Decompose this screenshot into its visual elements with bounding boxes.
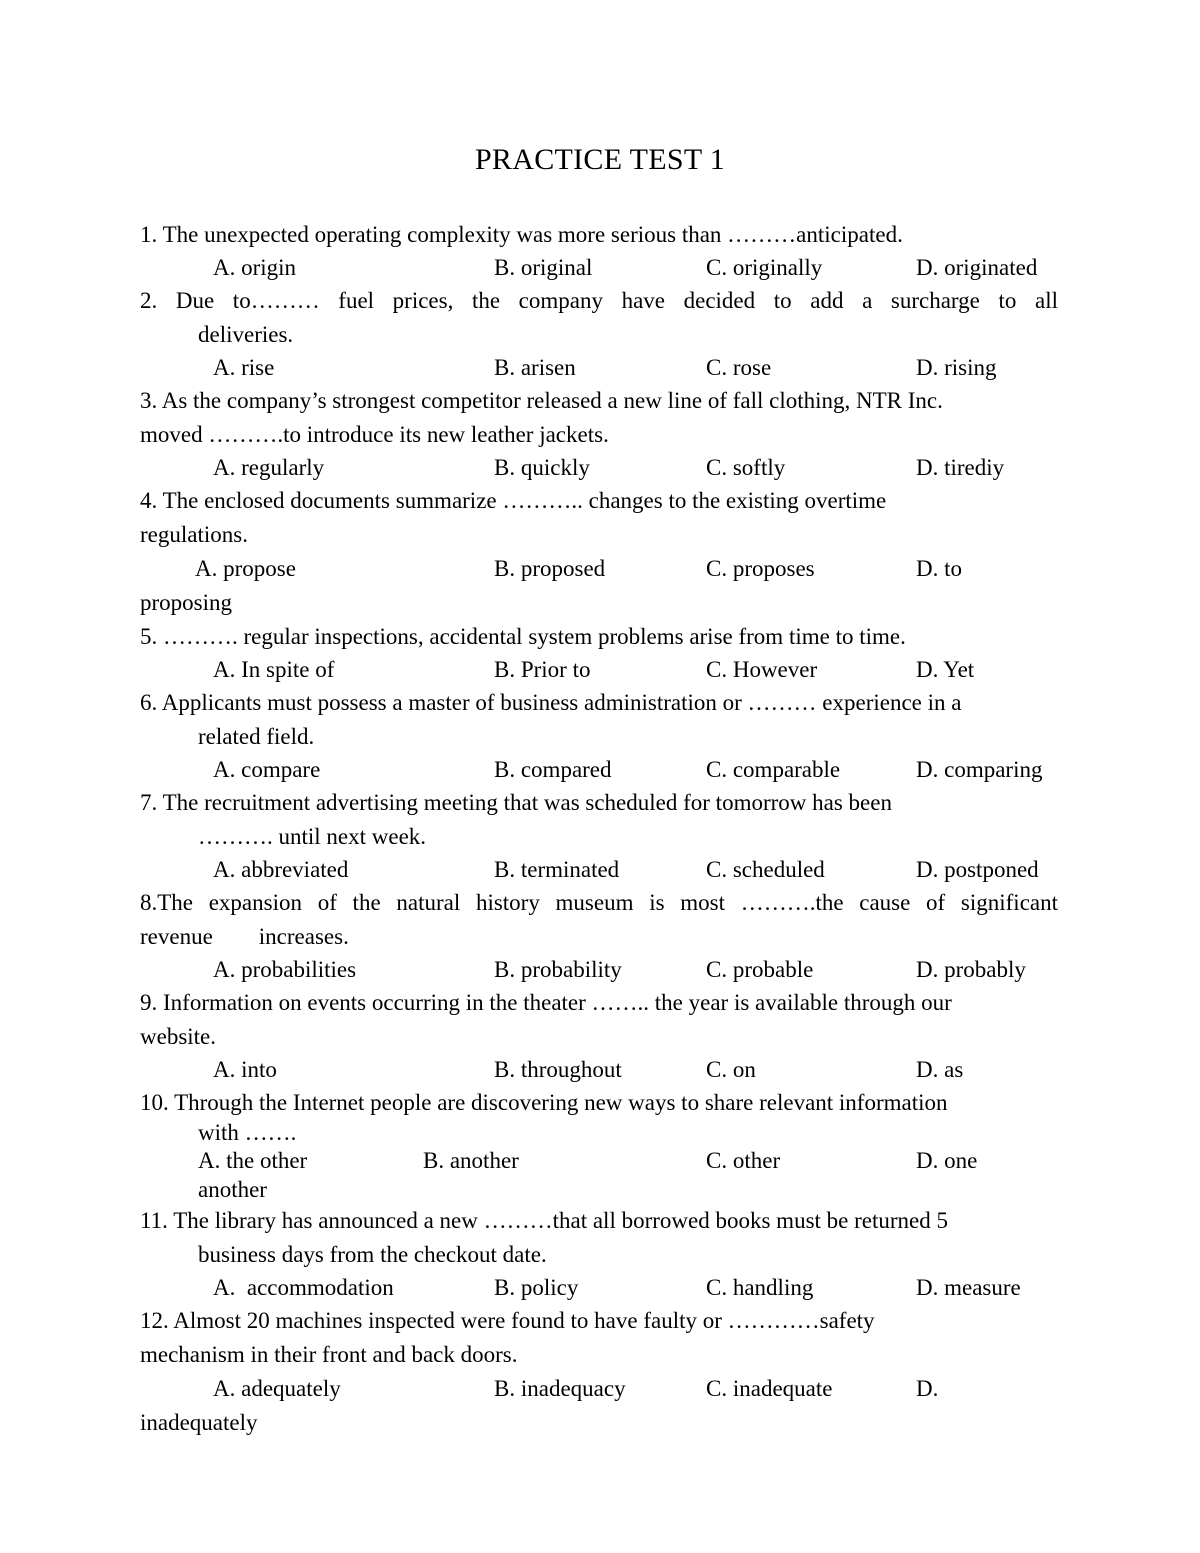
question-5-options bbox=[140, 654, 1058, 686]
option-c: C. other bbox=[706, 1148, 781, 1173]
question-8-stem: 8.The expansion of the natural history museum is most ……….the cause of significant bbox=[140, 890, 1058, 915]
question-5-stem: 5. ………. regular inspections, accidental system problems arise from time to time. bbox=[140, 624, 906, 649]
option-d: D. comparing bbox=[916, 757, 1043, 782]
question-2-options bbox=[140, 352, 1058, 384]
option-d: D. probably bbox=[916, 957, 1026, 982]
option-d-continued: proposing bbox=[140, 590, 232, 615]
question-2-stem-continued: deliveries. bbox=[198, 322, 294, 347]
option-d: D. originated bbox=[916, 255, 1038, 280]
option-a: A. into bbox=[213, 1057, 277, 1082]
question-7-stem: 7. The recruitment advertising meeting that was scheduled for tomorrow has been bbox=[140, 790, 892, 815]
option-b: B. quickly bbox=[494, 455, 590, 480]
option-d: D. measure bbox=[916, 1275, 1021, 1300]
option-d: D. bbox=[916, 1376, 939, 1401]
option-b: B. Prior to bbox=[494, 657, 591, 682]
option-d: D. postponed bbox=[916, 857, 1039, 882]
question-10-stem: 10. Through the Internet people are discovering new ways to share relevant information bbox=[140, 1090, 948, 1115]
option-d: D. Yet bbox=[916, 657, 975, 682]
option-b: B. compared bbox=[494, 757, 612, 782]
option-a: A. the other bbox=[198, 1148, 308, 1173]
option-a: A. regularly bbox=[213, 455, 325, 480]
question-9-stem: 9. Information on events occurring in the theater …….. the year is available through our bbox=[140, 990, 952, 1015]
option-b: B. another bbox=[423, 1148, 519, 1173]
option-a: A. adequately bbox=[213, 1376, 341, 1401]
question-3-options bbox=[140, 452, 1058, 484]
question-9-options bbox=[140, 1054, 1058, 1086]
question-11-stem-continued: business days from the checkout date. bbox=[198, 1242, 547, 1267]
option-c: C. on bbox=[706, 1057, 756, 1082]
option-b: B. arisen bbox=[494, 355, 576, 380]
option-d: D. rising bbox=[916, 355, 997, 380]
option-b: B. terminated bbox=[494, 857, 620, 882]
option-c: C. rose bbox=[706, 355, 772, 380]
option-d: D. one bbox=[916, 1148, 978, 1173]
option-c: C. inadequate bbox=[706, 1376, 833, 1401]
option-c: C. handling bbox=[706, 1275, 814, 1300]
question-8-options bbox=[140, 954, 1058, 986]
question-4-stem: 4. The enclosed documents summarize ……….. changes to the existing overtime bbox=[140, 488, 887, 513]
option-a: A. accommodation bbox=[213, 1275, 394, 1300]
option-d-continued: another bbox=[198, 1177, 267, 1202]
question-7-options bbox=[140, 854, 1058, 886]
option-b: B. original bbox=[494, 255, 593, 280]
question-10-options bbox=[140, 1146, 1058, 1176]
option-c: C. proposes bbox=[706, 556, 815, 581]
option-a: A. probabilities bbox=[213, 957, 357, 982]
question-9-stem-continued: website. bbox=[140, 1024, 217, 1049]
option-a: A. compare bbox=[213, 757, 321, 782]
question-1-stem: 1. The unexpected operating complexity was more serious than ………anticipated. bbox=[140, 222, 903, 247]
option-d-continued: inadequately bbox=[140, 1410, 258, 1435]
question-11-stem: 11. The library has announced a new ………that all borrowed books must be returned 5 bbox=[140, 1208, 948, 1233]
question-4-stem-continued: regulations. bbox=[140, 522, 248, 547]
option-c: C. However bbox=[706, 657, 818, 682]
question-8-stem-continued: revenue increases. bbox=[140, 924, 349, 949]
question-12-options bbox=[140, 1372, 1058, 1406]
option-c: C. comparable bbox=[706, 757, 841, 782]
option-b: B. throughout bbox=[494, 1057, 622, 1082]
question-12-stem-continued: mechanism in their front and back doors. bbox=[140, 1342, 518, 1367]
question-list bbox=[140, 218, 1058, 1440]
question-12-stem: 12. Almost 20 machines inspected were found to have faulty or …………safety bbox=[140, 1308, 875, 1333]
option-c: C. probable bbox=[706, 957, 814, 982]
option-c: C. scheduled bbox=[706, 857, 825, 882]
question-6-options bbox=[140, 754, 1058, 786]
option-b: B. policy bbox=[494, 1275, 579, 1300]
option-a: A. rise bbox=[213, 355, 275, 380]
question-4-options bbox=[140, 552, 1058, 586]
option-a: A. In spite of bbox=[213, 657, 335, 682]
question-1-options bbox=[140, 252, 1058, 284]
option-b: B. probability bbox=[494, 957, 622, 982]
question-3-stem: 3. As the company’s strongest competitor released a new line of fall clothing, NTR Inc. bbox=[140, 388, 943, 413]
question-7-stem-continued: ………. until next week. bbox=[198, 824, 427, 849]
question-2-stem: 2. Due to……… fuel prices, the company have decided to add a surcharge to all bbox=[140, 288, 1058, 313]
question-6-stem-continued: related field. bbox=[198, 724, 315, 749]
option-a: A. origin bbox=[213, 255, 297, 280]
option-a: A. propose bbox=[195, 556, 296, 581]
question-3-stem-continued: moved ……….to introduce its new leather jackets. bbox=[140, 422, 609, 447]
option-c: C. originally bbox=[706, 255, 823, 280]
option-c: C. softly bbox=[706, 455, 786, 480]
option-b: B. inadequacy bbox=[494, 1376, 626, 1401]
option-d: D. as bbox=[916, 1057, 964, 1082]
option-d: D. to bbox=[916, 556, 962, 581]
page-title: PRACTICE TEST 1 bbox=[474, 143, 726, 176]
option-b: B. proposed bbox=[494, 556, 606, 581]
question-6-stem: 6. Applicants must possess a master of business administration or ……… experience in a bbox=[140, 690, 962, 715]
question-10-stem-continued: with ……. bbox=[198, 1120, 297, 1145]
option-d: D. tirediy bbox=[916, 455, 1005, 480]
question-11-options bbox=[140, 1272, 1058, 1304]
option-a: A. abbreviated bbox=[213, 857, 349, 882]
